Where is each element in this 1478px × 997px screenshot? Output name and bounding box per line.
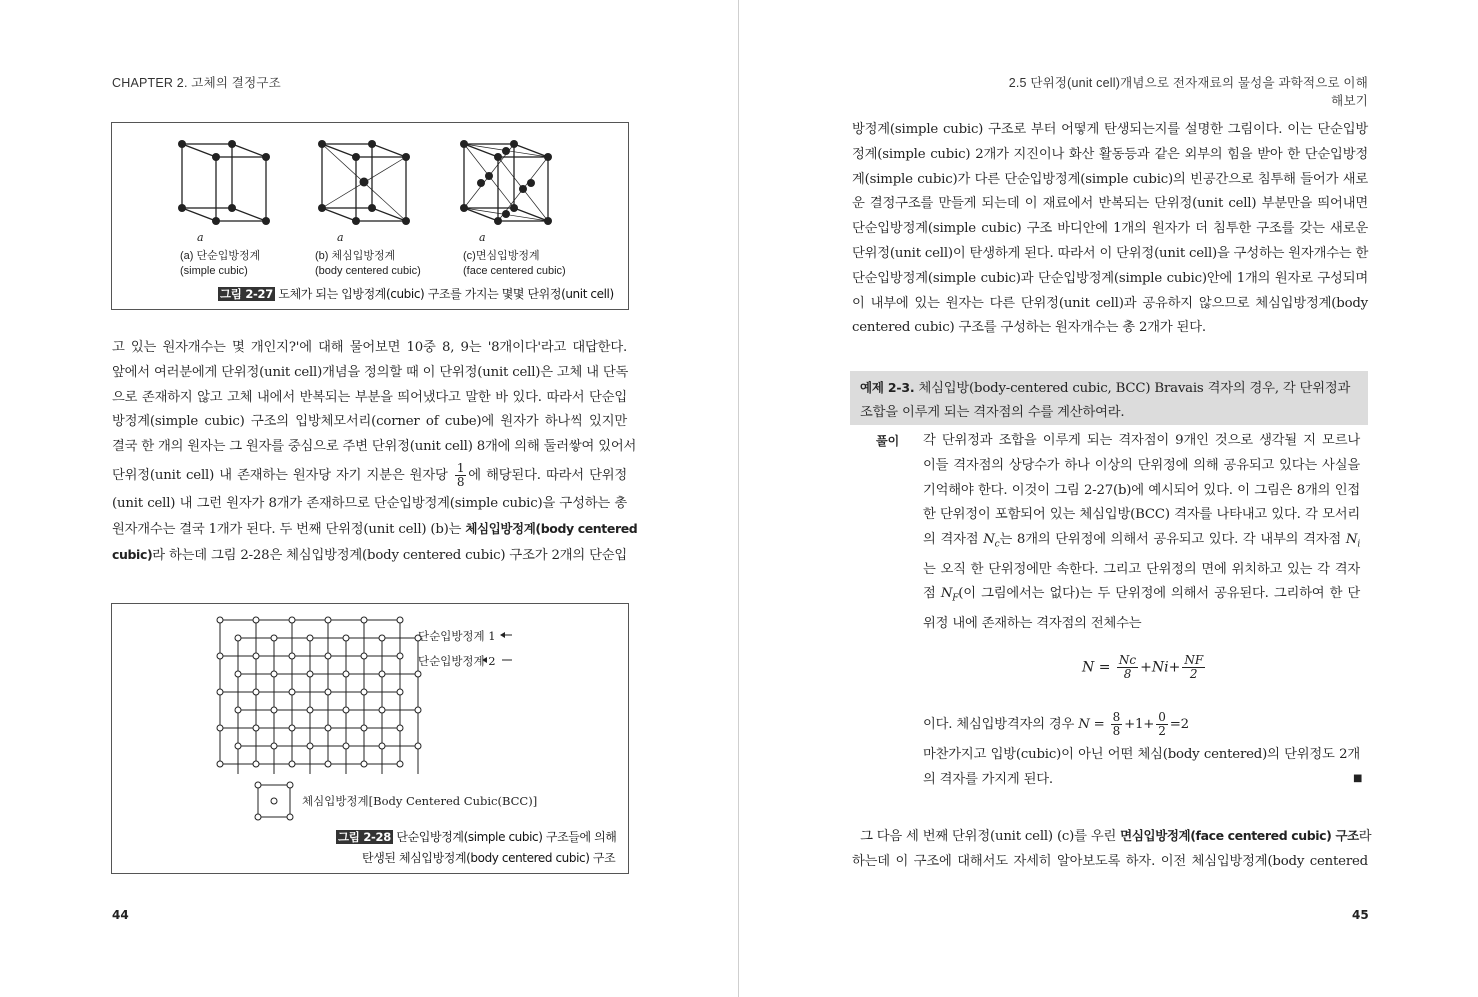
lattice-point bbox=[361, 761, 367, 767]
lattice-point bbox=[343, 743, 349, 749]
text-line: 방정계(simple cubic) 구조의 입방체모서리(corner of cube)에 원자가 하나씩 있지만 bbox=[112, 414, 627, 430]
solution-paragraph bbox=[923, 429, 1360, 637]
text-line: 기억해야 한다. 이것이 그림 2-27(b)에 예시되어 있다. 이 그림은 8개의 인접 bbox=[923, 482, 1360, 498]
example-label: 예제 2-3. bbox=[860, 380, 915, 395]
lattice-point bbox=[289, 653, 295, 659]
lattice-point bbox=[271, 743, 277, 749]
figure-2-27 bbox=[111, 122, 629, 310]
text-line: 정계(simple cubic) 2개가 지진이나 화산 활동등과 같은 외부의 힘을 받아 한 단순입방정 bbox=[852, 146, 1368, 162]
lattice-point bbox=[397, 689, 403, 695]
text-line: 의 격자점 $N_c$는 8개의 단위정에 의해서 공유되고 있다. 각 내부의 격자점 $N_i$ bbox=[923, 532, 1360, 550]
lattice-point bbox=[289, 689, 295, 695]
text-line: 으로 존재하지 않고 고체 내에서 반복되는 부분을 띄어냈다고 말한 바 있다. 따라서 단순입 bbox=[112, 389, 627, 405]
lattice-point bbox=[361, 653, 367, 659]
lattice-point bbox=[397, 653, 403, 659]
lattice-point bbox=[217, 725, 223, 731]
lattice-point bbox=[343, 707, 349, 713]
lattice-point bbox=[307, 743, 313, 749]
lattice-constant-a: a bbox=[337, 231, 344, 244]
lattice-point bbox=[217, 761, 223, 767]
lattice-point bbox=[235, 743, 241, 749]
cubic-unit-cells-illustration bbox=[112, 131, 628, 251]
left-body-paragraph bbox=[112, 336, 638, 568]
right-running-head: 2.5 단위정(unit cell)개념으로 전자재료의 물성을 과학적으로 이해해보기 bbox=[1008, 76, 1368, 108]
lattice-point bbox=[235, 635, 241, 641]
text-line: 운 결정구조를 만들게 되는데 이 재료에서 반복되는 단위정(unit cell) 부분만을 띄어내면 bbox=[852, 196, 1368, 212]
lattice-point bbox=[217, 689, 223, 695]
lattice-point bbox=[379, 743, 385, 749]
lattice-point bbox=[289, 617, 295, 623]
right-closing-paragraph bbox=[852, 824, 1372, 875]
lattice-constant-a: a bbox=[197, 231, 204, 244]
lattice-point bbox=[235, 671, 241, 677]
lattice-point bbox=[343, 635, 349, 641]
lattice-point bbox=[325, 617, 331, 623]
text-line: 각 단위정과 조합을 이루게 되는 격자점이 9개인 것으로 생각될 지 모르나 bbox=[923, 433, 1360, 448]
lattice-point bbox=[235, 707, 241, 713]
text-line: 위정 내에 존재하는 격자점의 전체수는 bbox=[923, 615, 1142, 631]
text-line: cubic)라 하는데 그림 2-28은 체심입방정계(body centered cubic) 구조가 2개의 단순입 bbox=[112, 546, 627, 563]
simple-cubic-2-label: 단순입방정계 2 bbox=[418, 654, 496, 668]
lattice-point bbox=[415, 707, 421, 713]
lattice-point bbox=[379, 635, 385, 641]
lattice-point bbox=[397, 617, 403, 623]
lattice-point bbox=[289, 725, 295, 731]
text-line: 단위정(unit cell) 내 존재하는 원자당 자기 지분은 원자당 $\frac{1}{8}$ 에 해당된다. 따라서 단위정 bbox=[112, 460, 628, 489]
figure-number: 그림 2-28 bbox=[338, 830, 391, 844]
simple-cubic-cell bbox=[182, 144, 266, 221]
simple-cubic-1-label: 단순입방정계 1 bbox=[418, 629, 496, 643]
text-line: 방정계(simple cubic) 구조로 부터 어떻게 탄생되는지를 설명한 그림이다. 이는 단순입방 bbox=[852, 122, 1368, 137]
text-line: 마찬가지고 입방(cubic)이 아닌 어떤 체심(body centered)의 단위정도 2개 bbox=[923, 747, 1360, 762]
solution-conclusion bbox=[923, 743, 1363, 793]
left-running-head: CHAPTER 2. 고체의 결정구조 bbox=[112, 76, 281, 90]
fraction-nf-over-2: $\frac{NF}{2}$ bbox=[1184, 653, 1204, 681]
lattice-point bbox=[361, 725, 367, 731]
lattice-point bbox=[271, 707, 277, 713]
lattice-point bbox=[217, 617, 223, 623]
figure-2-28-caption-line-2: 탄생된 체심입방정계(body centered cubic) 구조 bbox=[362, 851, 616, 865]
lattice-point bbox=[325, 725, 331, 731]
end-of-proof-mark: ■ bbox=[1353, 773, 1363, 784]
lattice-point bbox=[289, 761, 295, 767]
text-line: 앞에서 여러분에게 단위정(unit cell)개념을 정의할 때 이 단위정(unit cell)은 고체 내 단독 bbox=[112, 364, 629, 380]
lattice-point bbox=[325, 689, 331, 695]
solution-result bbox=[923, 711, 1360, 738]
text-line: 계(simple cubic)가 다른 단순입방정계(simple cubic)의 빈공간으로 침투해 들어가 새로 bbox=[852, 171, 1368, 187]
text-line: 원자개수는 결국 1개가 된다. 두 번째 단위정(unit cell) (b)는 체심입방정계(body centered bbox=[112, 520, 638, 537]
lattice-point bbox=[271, 635, 277, 641]
text-line: 결국 한 개의 원자는 그 원자를 중심으로 주변 단위정(unit cell) 8개에 의해 둘러쌓여 있어서 bbox=[112, 439, 637, 455]
lattice-point bbox=[217, 653, 223, 659]
text-line: centered cubic) 구조를 구성하는 원자개수는 총 2개가 된다. bbox=[852, 320, 1206, 336]
lattice-point bbox=[253, 689, 259, 695]
solution-label: 풀이 bbox=[876, 434, 900, 448]
text-line: 는 오직 한 단위정에만 속한다. 그리고 단위정의 면에 위치하고 있는 각 격자 bbox=[923, 561, 1360, 577]
right-page-number: 45 bbox=[1352, 908, 1369, 922]
fraction-0-over-2: $\frac{0}{2}$ bbox=[1158, 710, 1166, 738]
example-line-2: 조합을 이루게 되는 격자점의 수를 계산하여라. bbox=[860, 405, 1125, 420]
bcc-unit-cell-icon bbox=[252, 779, 296, 823]
lattice-count-equation: N = $\frac{Nc}{8}$ +Ni+ $\frac{NF}{2}$ bbox=[1082, 653, 1204, 681]
lattice-point bbox=[307, 671, 313, 677]
lattice-point bbox=[325, 761, 331, 767]
fraction-one-eighth: $\frac{1}{8}$ bbox=[456, 460, 465, 489]
text-line: 한 단위정이 포함되어 있는 체심입방(BCC) 격자를 나타내고 있다. 각 모서리 bbox=[923, 507, 1360, 523]
text-line: 단순입방정계(simple cubic)과 단순입방정계(simple cubic)안에 1개의 원자로 구성되며 bbox=[852, 270, 1368, 286]
lattice-point bbox=[271, 671, 277, 677]
example-line-1: 예제 2-3. 체심입방(body-centered cubic, BCC) Bravais 격자의 경우, 각 단위정과 bbox=[860, 380, 1351, 396]
lattice-point bbox=[253, 617, 259, 623]
lattice-constant-a: a bbox=[479, 231, 486, 244]
lattice-point bbox=[415, 743, 421, 749]
figure-number: 그림 2-27 bbox=[220, 287, 273, 301]
subfigure-c-caption: (c)면심입방정계 (face centered cubic) bbox=[463, 250, 566, 277]
subfigure-a-caption: (a) 단순입방정계 (simple cubic) bbox=[180, 250, 261, 277]
lattice-point bbox=[397, 725, 403, 731]
text-line: 하는데 이 구조에 대해서도 자세히 알아보도록 하자. 이전 체심입방정계(body centered bbox=[852, 853, 1368, 869]
lattice-point bbox=[307, 707, 313, 713]
text-line: 의 격자를 가지게 된다. bbox=[923, 771, 1053, 787]
lattice-point bbox=[253, 761, 259, 767]
text-line: 그 다음 세 번째 단위정(unit cell) (c)를 우린 면심입방정계(face centered cubic) 구조라 bbox=[860, 828, 1372, 844]
lattice-point bbox=[307, 635, 313, 641]
subfigure-b-caption: (b) 체심입방정계 (body centered cubic) bbox=[315, 250, 421, 277]
lattice-point bbox=[253, 725, 259, 731]
figure-2-28-caption-line-1: 그림 2-28 단순입방정계(simple cubic) 구조들에 의해 bbox=[338, 830, 617, 844]
fraction-8-over-8: $\frac{8}{8}$ bbox=[1112, 710, 1121, 738]
face-centered-cubic-cell bbox=[464, 144, 548, 221]
lattice-point bbox=[361, 689, 367, 695]
lattice-point bbox=[343, 671, 349, 677]
page-divider bbox=[738, 0, 739, 997]
text-line: (unit cell) 내 그런 원자가 8개가 존재하므로 단순입방정계(simple cubic)을 구성하는 총 bbox=[112, 495, 627, 511]
fraction-nc-over-8: $\frac{Nc}{8}$ bbox=[1118, 653, 1137, 681]
right-body-paragraph bbox=[852, 118, 1368, 341]
figure-2-28 bbox=[111, 603, 629, 874]
text-line: 이 내부에 있는 원자는 다른 단위정(unit cell)과 공유하지 않으므로 체심입방정계(body bbox=[852, 295, 1368, 311]
lattice-point bbox=[253, 653, 259, 659]
lattice-point bbox=[379, 671, 385, 677]
text-line: 이들 격자점의 상당수가 하나 이상의 단위정에 의해 공유되고 있다는 사실을 bbox=[923, 457, 1360, 473]
lattice-point bbox=[397, 761, 403, 767]
figure-2-27-caption: 그림 2-27 도체가 되는 입방정계(cubic) 구조를 가지는 몇몇 단위정(unit cell) bbox=[220, 287, 614, 301]
lattice-point bbox=[415, 671, 421, 677]
text-line: 점 $N_F$(이 그림에서는 없다)는 두 단위정에 의해서 공유된다. 그리하여 한 단 bbox=[923, 586, 1361, 605]
bcc-label: 체심입방정계[Body Centered Cubic(BCC)] bbox=[302, 794, 538, 808]
lattice-point bbox=[379, 707, 385, 713]
text-line: 단순입방정계(simple cubic) 구조 바디안에 1개의 원자가 더 침투한 구조를 갖는 새로운 bbox=[852, 221, 1368, 237]
left-page-number: 44 bbox=[112, 908, 129, 922]
lattice-point bbox=[361, 617, 367, 623]
text-line: 고 있는 원자개수는 몇 개인지?'에 대해 물어보면 10중 8, 9는 '8개이다'라고 대답한다. bbox=[112, 340, 627, 355]
text-line: 단위정(unit cell)이 탄생하게 된다. 따라서 이 단위정(unit cell)을 구성하는 원자개수는 한 bbox=[852, 245, 1369, 261]
text-line: 이다. 체심입방격자의 경우 N = $\frac{8}{8}$ +1+ $\frac{0}{2}$ =2 bbox=[923, 710, 1189, 738]
lattice-point bbox=[325, 653, 331, 659]
